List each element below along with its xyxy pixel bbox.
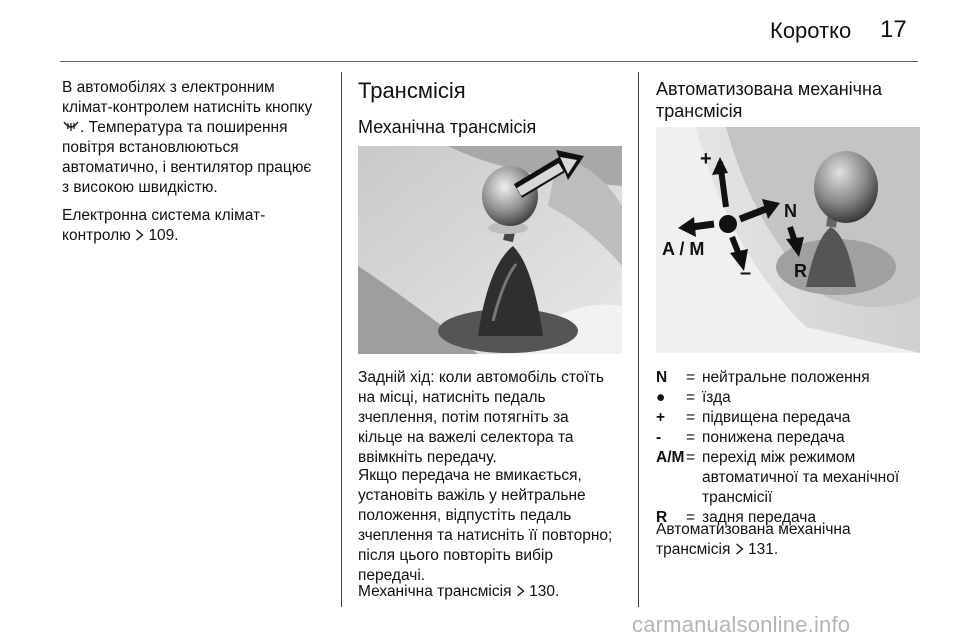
- automated-gear-selector-diagram: [656, 127, 920, 353]
- automated-transmission-reference: [656, 520, 936, 560]
- manual-gear-lever-photo: [358, 146, 622, 354]
- text-line-with-icon: . Температура та поширення: [62, 118, 332, 138]
- text-line: Електронна система клімат-: [62, 207, 266, 224]
- transmission-heading: Трансмісія: [358, 78, 466, 103]
- text-line: зчеплення та натисніть її повторно;: [358, 527, 613, 544]
- reverse-gear-paragraph: [358, 368, 632, 468]
- diagram-label-am: A / M: [662, 239, 705, 259]
- page-reference-arrow-icon: [135, 227, 144, 239]
- text-line: з високою швидкістю.: [62, 179, 218, 196]
- climate-reference-paragraph: [62, 206, 332, 246]
- legend-row: ● = їзда: [656, 389, 731, 406]
- page-reference-arrow-icon: [735, 541, 744, 553]
- diagram-label-minus: –: [740, 262, 752, 284]
- automated-transmission-heading: Автоматизована механічна трансмісія: [656, 79, 882, 121]
- text-line-with-ref: Механічна трансмісія 130.: [358, 583, 560, 600]
- legend-row: A/M = перехід між режимом автоматичної та механічної трансмісії: [656, 449, 900, 506]
- column-divider-right: [638, 72, 639, 607]
- gear-not-engaged-paragraph: [358, 466, 638, 586]
- legend-row: N = нейтральне положення: [656, 369, 870, 386]
- legend-row: - = понижена передача: [656, 429, 845, 446]
- text-line: автоматично, і вентилятор працює: [62, 159, 312, 176]
- text-line: клімат-контролем натисніть кнопку: [62, 99, 313, 116]
- text-line: положення, відпустіть педаль: [358, 507, 572, 524]
- manual-transmission-subheading: Механічна трансмісія: [358, 117, 537, 137]
- text-line: передачі.: [358, 567, 426, 584]
- diagram-label-r: R: [794, 261, 807, 281]
- text-line: Автоматизована механічна: [656, 521, 851, 538]
- manual-transmission-reference: [358, 582, 632, 602]
- text-line: установіть важіль у нейтральне: [358, 487, 586, 504]
- text-line: повітря встановлюються: [62, 139, 239, 156]
- page-number: 17: [880, 16, 907, 43]
- column-divider-left: [341, 72, 342, 607]
- text-line-with-ref: трансмісія 131.: [656, 541, 779, 558]
- text-line: на місці, натисніть педаль: [358, 389, 546, 406]
- page-reference-arrow-icon: [516, 583, 525, 595]
- climate-paragraph: [62, 78, 332, 198]
- fan-auto-icon: [62, 120, 80, 134]
- gear-legend: [656, 368, 936, 528]
- legend-row: R = задня передача: [656, 509, 816, 526]
- diagram-label-plus: +: [700, 148, 712, 170]
- text-line: Якщо передача не вмикається,: [358, 467, 582, 484]
- text-line: зчеплення, потім потягніть за: [358, 409, 569, 426]
- text-line: ввімкніть передачу.: [358, 449, 497, 466]
- text-line: кільце на важелі селектора та: [358, 429, 574, 446]
- text-line: Задній хід: коли автомобіль стоїть: [358, 369, 604, 386]
- diagram-label-n: N: [784, 201, 797, 221]
- header-divider: [60, 61, 918, 62]
- legend-row: + = підвищена передача: [656, 409, 851, 426]
- watermark: carmanualsonline.info: [632, 612, 851, 637]
- text-line: В автомобілях з електронним: [62, 79, 275, 96]
- section-title: Коротко: [770, 18, 852, 43]
- text-line: після цього повторіть вибір: [358, 547, 553, 564]
- text-line-with-ref: контролю 109.: [62, 227, 179, 244]
